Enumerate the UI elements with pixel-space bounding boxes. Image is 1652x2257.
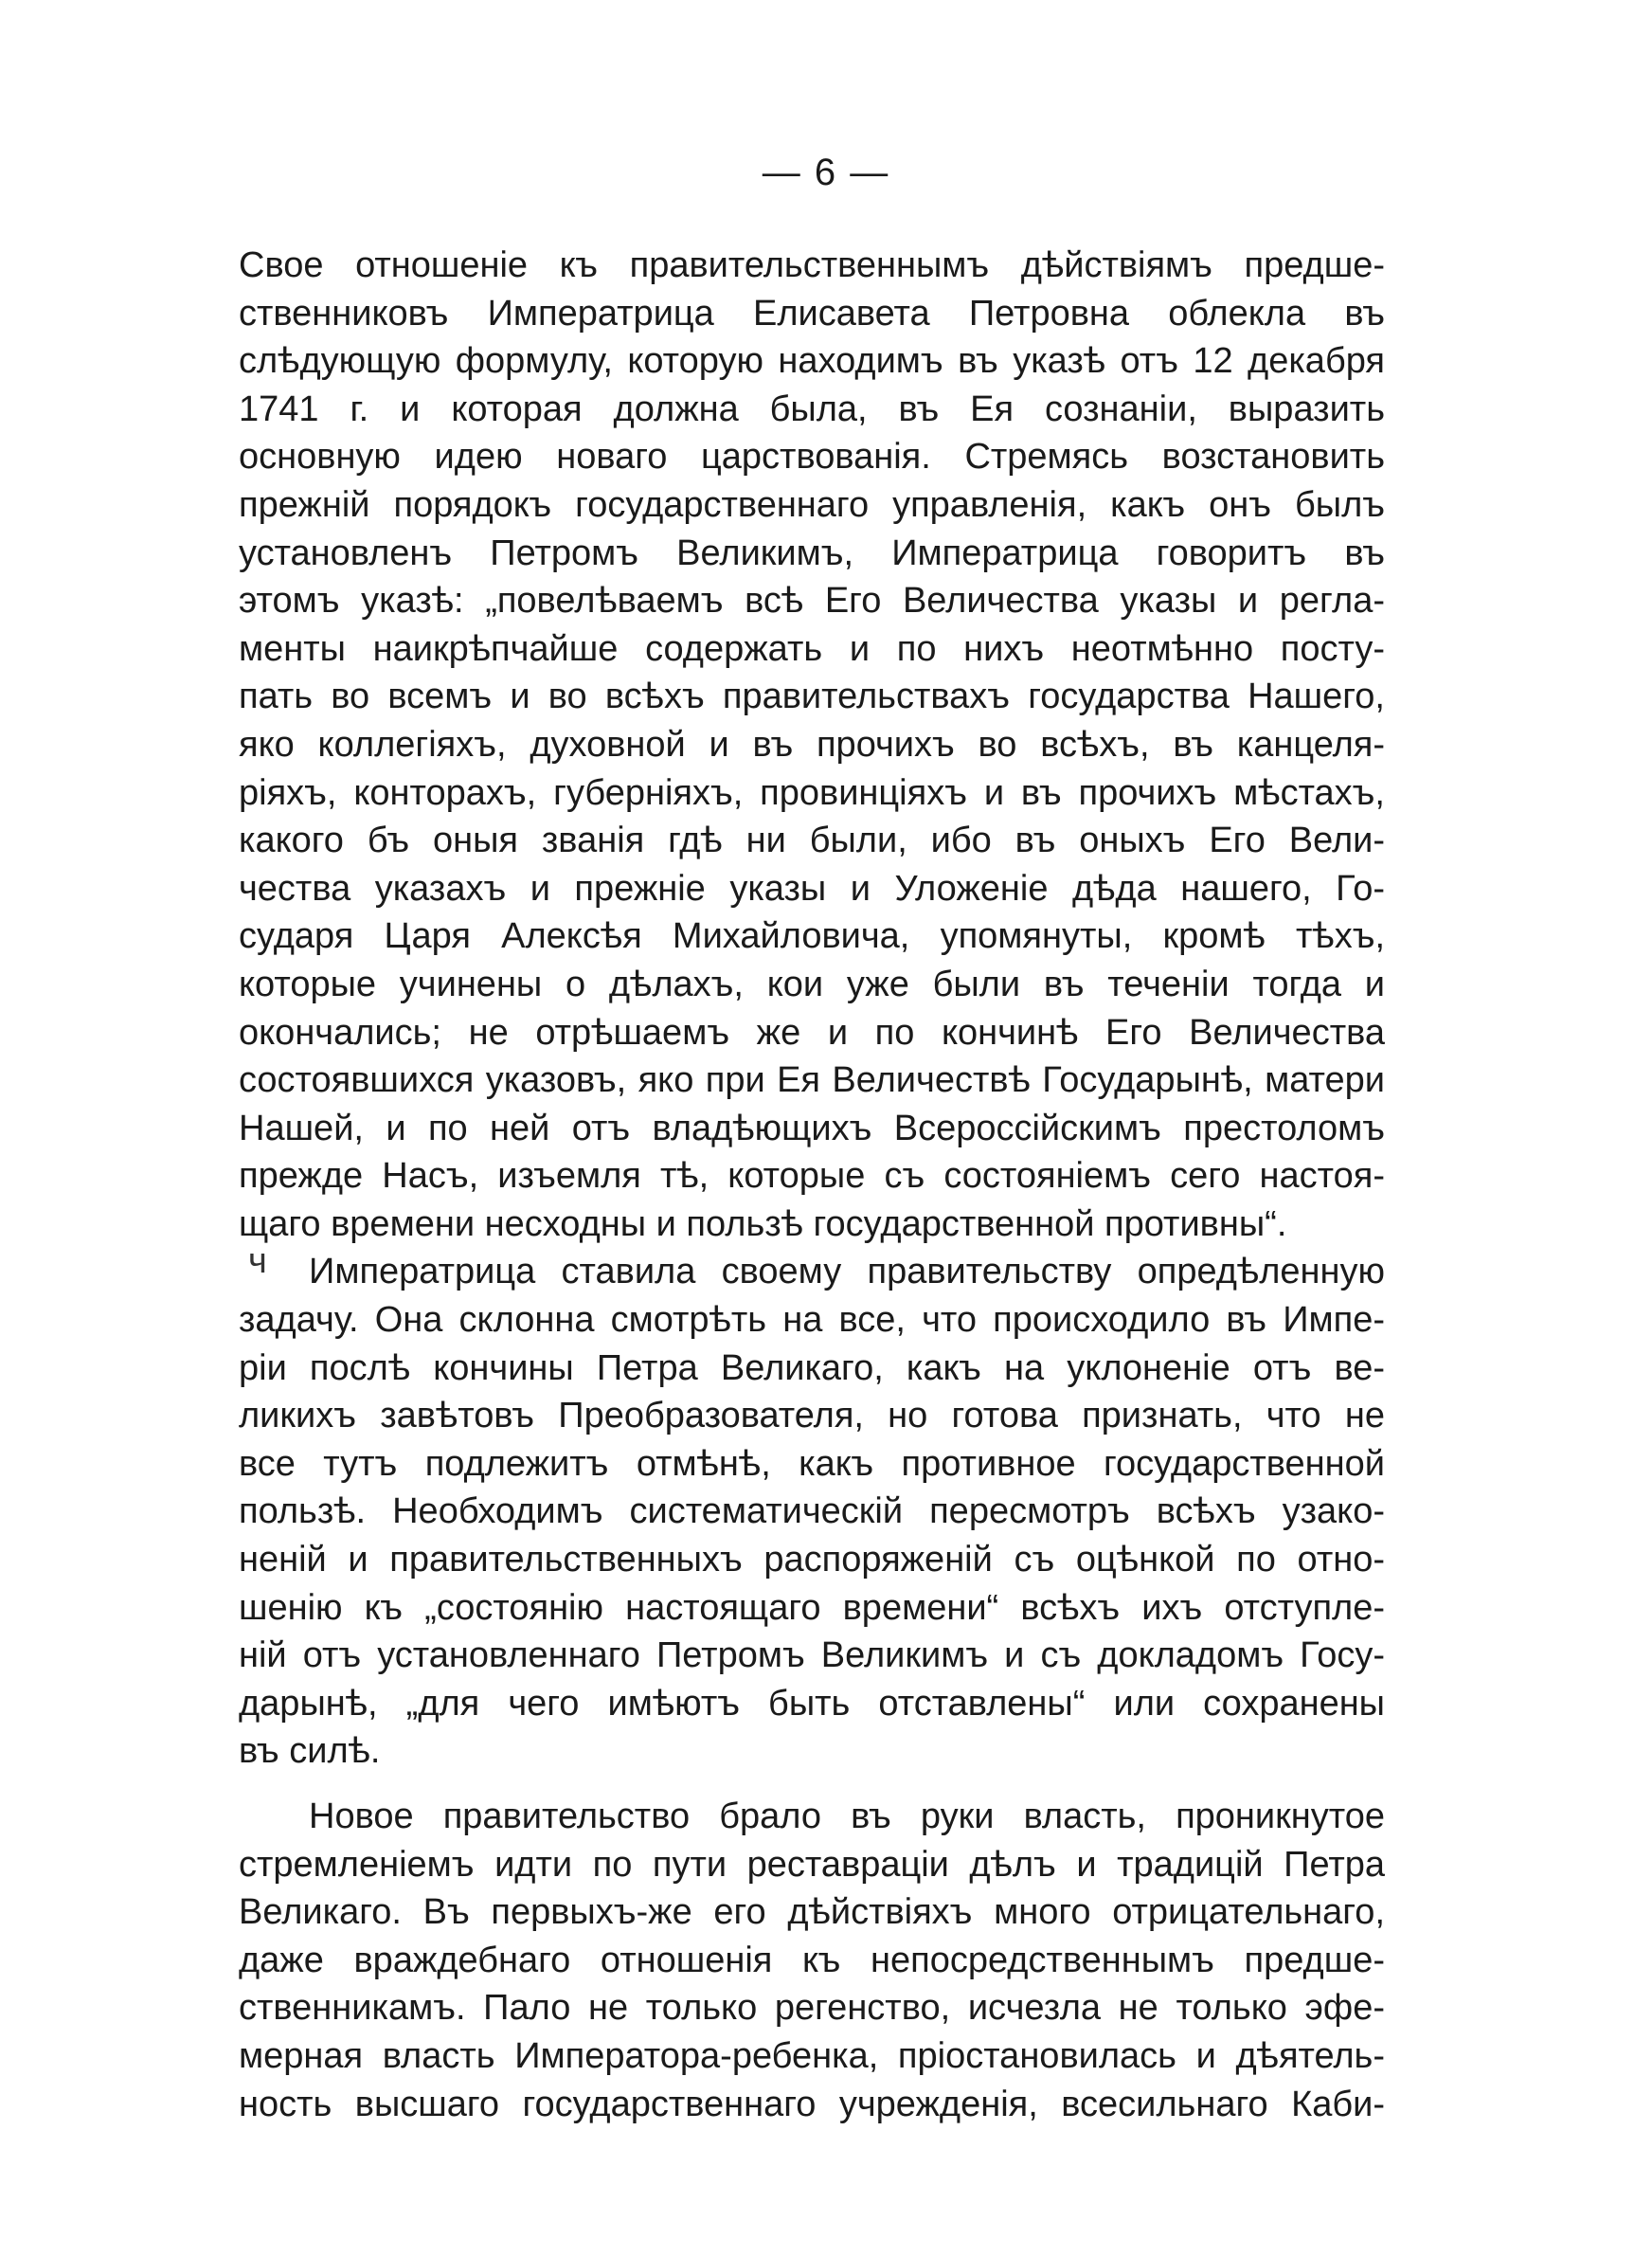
text-line: ликихъ завѣтовъ Преобразователя, но готова признать, что не: [239, 1396, 1385, 1436]
text-line: мерная власть Императора-ребенка, пріостановилась и дѣятель-: [239, 2035, 1385, 2076]
text-line: яко коллегіяхъ, духовной и въ прочихъ во всѣхъ, въ канцеля-: [239, 724, 1385, 765]
paragraph-1: [239, 242, 1385, 1248]
text-line: слѣдующую формулу, которую находимъ въ указѣ отъ 12 декабря: [239, 341, 1385, 382]
text-line: щаго времени несходны и пользѣ государственной противны“.: [239, 1203, 1287, 1244]
margin-annotation: ч: [248, 1241, 267, 1281]
text-line: пать во всемъ и во всѣхъ правительствахъ государства Нашего,: [239, 677, 1385, 717]
text-line: Великаго. Въ первыхъ-же его дѣйствіяхъ много отрицательнаго,: [239, 1892, 1385, 1933]
text-line: Императрица ставила своему правительству опредѣленную: [309, 1252, 1385, 1292]
text-line: прежній порядокъ государственнаго управленія, какъ онъ былъ: [239, 484, 1385, 525]
text-line: какого бъ оныя званія гдѣ ни были, ибо въ оныхъ Его Вели-: [239, 821, 1385, 861]
paragraph-3: [239, 1793, 1385, 2128]
text-line: прежде Насъ, изъемля тѣ, которые съ состояніемъ сего настоя-: [239, 1156, 1385, 1197]
text-line: состоявшихся указовъ, яко при Ея Величествѣ Государынѣ, матери: [239, 1060, 1385, 1101]
text-line: дарынѣ, „для чего имѣютъ быть отставлены“ или сохранены: [239, 1683, 1385, 1724]
text-line: установленъ Петромъ Великимъ, Императрица говоритъ въ: [239, 533, 1385, 573]
text-line: этомъ указѣ: „повелѣваемъ всѣ Его Величества указы и регла-: [239, 581, 1385, 622]
paragraph-2: [239, 1248, 1385, 1776]
text-line: ріи послѣ кончины Петра Великаго, какъ на уклоненіе отъ ве-: [239, 1347, 1385, 1388]
body-text: [239, 242, 1385, 2128]
text-line: менты наикрѣпчайше содержать и по нихъ неотмѣнно посту-: [239, 628, 1385, 669]
text-line: неній и правительственныхъ распоряженій съ оцѣнкой по отно-: [239, 1540, 1385, 1580]
text-line: основную идею новаго царствованія. Стремясь возстановить: [239, 437, 1385, 478]
text-line: 1741 г. и которая должна была, въ Ея сознаніи, выразить: [239, 388, 1385, 429]
text-line: которые учинены о дѣлахъ, кои уже были въ теченіи тогда и: [239, 964, 1385, 1004]
text-line: ственниковъ Императрица Елисавета Петровна облекла въ: [239, 293, 1385, 334]
text-line: окончались; не отрѣшаемъ же и по кончинѣ Его Величества: [239, 1012, 1385, 1053]
text-line: ріяхъ, конторахъ, губерніяхъ, провинціяхъ и въ прочихъ мѣстахъ,: [239, 772, 1385, 813]
text-line: шенію къ „состоянію настоящаго времени“ всѣхъ ихъ отступле-: [239, 1587, 1385, 1628]
text-line: пользѣ. Необходимъ систематическій пересмотръ всѣхъ узако-: [239, 1491, 1385, 1532]
text-line: сударя Царя Алексѣя Михайловича, упомянуты, кромѣ тѣхъ,: [239, 916, 1385, 957]
text-line: чества указахъ и прежніе указы и Уложеніе дѣда нашего, Го-: [239, 868, 1385, 909]
text-line: въ силѣ.: [239, 1731, 381, 1772]
text-line: ность высшаго государственнаго учрежденія, всесильнаго Каби-: [239, 2084, 1385, 2124]
text-line: Нашей, и по ней отъ владѣющихъ Всероссійскимъ престоломъ: [239, 1108, 1385, 1148]
text-line: Свое отношеніе къ правительственнымъ дѣйствіямъ предше-: [239, 245, 1385, 285]
page-number: — 6 —: [762, 152, 890, 193]
text-line: Новое правительство брало въ руки власть, проникнутое: [309, 1797, 1385, 1836]
text-line: даже враждебнаго отношенія къ непосредственнымъ предше-: [239, 1940, 1385, 1980]
text-line: все тутъ подлежитъ отмѣнѣ, какъ противное государственной: [239, 1443, 1385, 1484]
text-line: ственникамъ. Пало не только регенство, исчезла не только эфе-: [239, 1988, 1385, 2029]
paragraph-gap: [239, 1776, 1385, 1793]
text-line: ній отъ установленнаго Петромъ Великимъ и съ докладомъ Госу-: [239, 1635, 1385, 1676]
text-line: стремленіемъ идти по пути реставраціи дѣлъ и традицій Петра: [239, 1844, 1385, 1885]
text-line: задачу. Она склонна смотрѣть на все, что происходило въ Импе-: [239, 1300, 1385, 1341]
